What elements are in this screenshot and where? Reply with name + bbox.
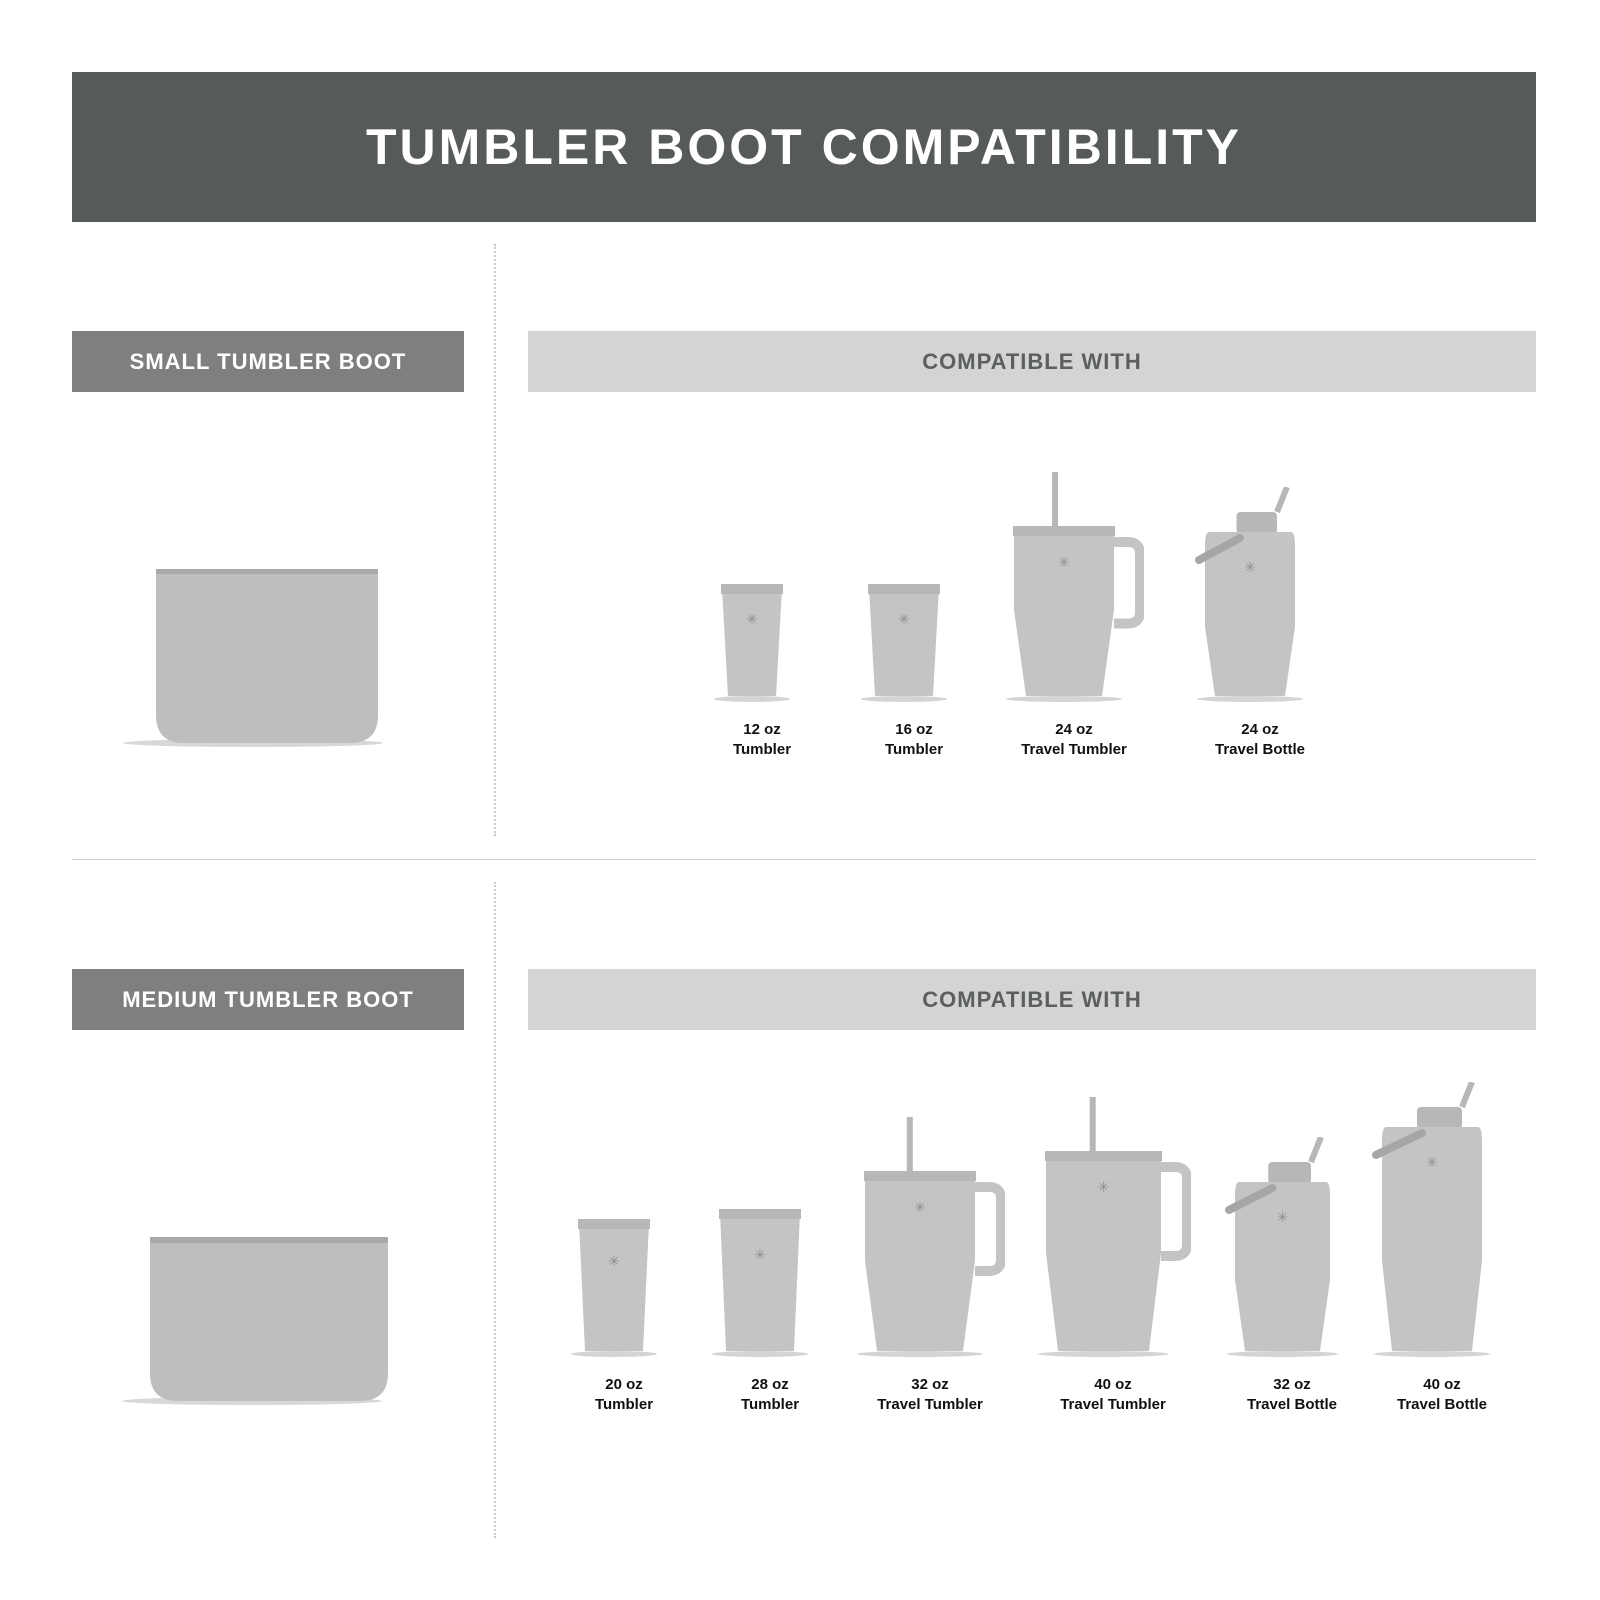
medium-boot-label: MEDIUM TUMBLER BOOT: [72, 969, 464, 1030]
product-label: [1021, 720, 1127, 760]
page-title: TUMBLER BOOT COMPATIBILITY: [365, 119, 1243, 175]
travel-bottle-image: [1195, 487, 1325, 702]
svg-text:✳: ✳: [754, 1246, 766, 1263]
product-travel-tumbler: [999, 472, 1149, 760]
travel-tumbler-image: [1036, 1097, 1191, 1357]
product-size: 32 oz: [911, 1376, 949, 1393]
product-name: Tumbler: [884, 741, 944, 758]
svg-text:✳: ✳: [608, 1253, 620, 1269]
product-size: 12 oz: [743, 721, 781, 738]
product-size: 24 oz: [1055, 721, 1093, 738]
product-label: [877, 1375, 983, 1415]
svg-text:✳: ✳: [898, 611, 910, 627]
svg-text:✳: ✳: [1097, 1179, 1109, 1195]
product-name: Travel Tumbler: [877, 1396, 983, 1413]
tumbler-image: [859, 582, 969, 702]
product-travel-tumbler: [855, 1117, 1005, 1415]
product-travel-tumbler: [1038, 1097, 1188, 1415]
small-boot-label: SMALL TUMBLER BOOT: [72, 331, 464, 392]
product-label: [885, 720, 943, 760]
travel-bottle-image: [1225, 1137, 1360, 1357]
product-travel-bottle: [1367, 1082, 1517, 1415]
product-label: [1397, 1375, 1487, 1415]
svg-text:✳: ✳: [1276, 1209, 1288, 1225]
product-travel-bottle: [1217, 1137, 1367, 1415]
product-label: [733, 720, 791, 760]
medium-compat-label: COMPATIBLE WITH: [528, 969, 1536, 1030]
product-size: 16 oz: [895, 721, 933, 738]
medium-compatible-products: [528, 1060, 1536, 1415]
product-name: Tumbler: [740, 1396, 800, 1413]
product-tumbler: [839, 582, 989, 760]
product-name: Tumbler: [732, 741, 792, 758]
travel-tumbler-image: [855, 1117, 1005, 1357]
product-travel-bottle: [1185, 487, 1335, 760]
product-name: Travel Bottle: [1246, 1396, 1338, 1413]
product-tumbler: [549, 1217, 699, 1415]
svg-text:✳: ✳: [746, 611, 758, 627]
product-label: [595, 1375, 653, 1415]
medium-boot-image: [112, 1233, 397, 1408]
svg-text:✳: ✳: [1426, 1154, 1438, 1170]
product-name: Travel Bottle: [1214, 741, 1306, 758]
product-label: [1247, 1375, 1337, 1415]
product-size: 32 oz: [1273, 1376, 1311, 1393]
svg-text:✳: ✳: [914, 1199, 926, 1215]
product-label: [741, 1375, 799, 1415]
product-label: [1060, 1375, 1166, 1415]
section-divider: [72, 859, 1536, 860]
product-name: Travel Bottle: [1396, 1396, 1488, 1413]
tumbler-image: [712, 582, 812, 702]
small-boot-image: [118, 565, 388, 750]
product-size: 28 oz: [751, 1376, 789, 1393]
travel-bottle-image: [1372, 1082, 1512, 1357]
product-tumbler: [687, 582, 837, 760]
product-size: 40 oz: [1423, 1376, 1461, 1393]
product-size: 24 oz: [1241, 721, 1279, 738]
vertical-divider: [494, 244, 496, 836]
product-tumbler: [695, 1207, 845, 1415]
title-banner: [72, 72, 1536, 222]
product-name: Travel Tumbler: [1060, 1396, 1166, 1413]
tumbler-image: [710, 1207, 830, 1357]
travel-tumbler-image: [1004, 472, 1144, 702]
product-label: [1215, 720, 1305, 760]
product-size: 20 oz: [605, 1376, 643, 1393]
product-size: 40 oz: [1094, 1376, 1132, 1393]
svg-text:✳: ✳: [1058, 554, 1070, 570]
vertical-divider: [494, 882, 496, 1538]
svg-text:✳: ✳: [1244, 559, 1256, 575]
product-name: Tumbler: [594, 1396, 654, 1413]
tumbler-image: [569, 1217, 679, 1357]
product-name: Travel Tumbler: [1021, 741, 1127, 758]
small-compat-label: COMPATIBLE WITH: [528, 331, 1536, 392]
small-compatible-products: [528, 440, 1536, 760]
